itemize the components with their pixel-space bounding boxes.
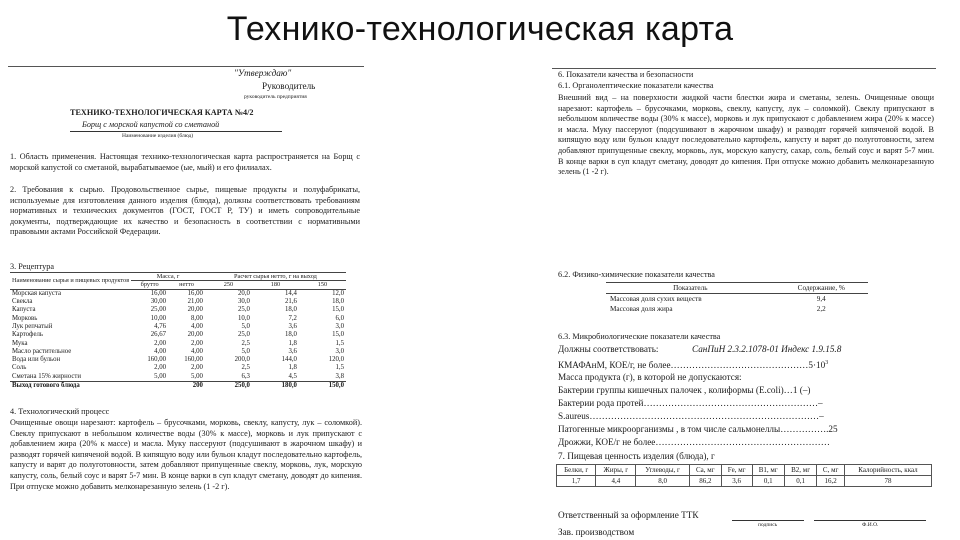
physchem-indicator-cell: Массовая доля сухих веществ bbox=[610, 295, 702, 303]
recipe-value-cell: 15,0 bbox=[332, 331, 344, 339]
coliforms-line: Бактерии группы кишечных палочек , колиформы (Е.coli)…1 (–) bbox=[558, 385, 811, 395]
recipe-value-cell: 25,00 bbox=[150, 306, 167, 314]
physchem-table bbox=[606, 282, 868, 314]
recipe-value-cell: 4,5 bbox=[288, 372, 297, 380]
recipe-value-cell: 18,0 bbox=[285, 306, 297, 314]
recipe-value-cell: 18,0 bbox=[332, 298, 344, 306]
dish-name: Борщ с морской капустой со сметаной bbox=[82, 120, 220, 129]
nutrition-header-cell: Углеводы, г bbox=[636, 465, 690, 476]
recipe-value-cell: 180,0 bbox=[281, 382, 297, 390]
sign-caption: подпись bbox=[758, 522, 778, 528]
recipe-value-cell: 3,6 bbox=[288, 347, 297, 355]
recipe-header-netto: нетто bbox=[168, 281, 205, 289]
recipe-value-cell: 5,0 bbox=[241, 347, 250, 355]
yeast-line: Дрожжи, КОЕ/г не более………………………………………………… bbox=[558, 437, 830, 447]
physchem-header-row bbox=[606, 283, 868, 294]
recipe-table bbox=[10, 272, 346, 390]
manager-label: Зав. производством bbox=[558, 527, 635, 537]
recipe-row bbox=[10, 373, 346, 382]
recipe-value-cell: 30,00 bbox=[150, 298, 167, 306]
nutrition-value-cell: 8,0 bbox=[636, 476, 690, 487]
section-4-title: 4. Технологический процесс bbox=[10, 407, 110, 416]
recipe-value-cell: 3,0 bbox=[335, 347, 344, 355]
nutrition-header-cell: B1, мг bbox=[752, 465, 784, 476]
physchem-value-cell: 9,4 bbox=[816, 295, 826, 303]
recipe-product-cell: Масло растительное bbox=[12, 347, 72, 355]
recipe-product-cell: Мука bbox=[12, 339, 28, 347]
recipe-value-cell: 160,00 bbox=[184, 356, 203, 364]
nutrition-value-cell: 78 bbox=[844, 476, 931, 487]
physchem-header-content: Содержание, % bbox=[797, 284, 845, 292]
dish-underline bbox=[70, 131, 282, 132]
recipe-row bbox=[10, 331, 346, 339]
recipe-header-brutto: брутто bbox=[131, 281, 168, 289]
recipe-header-mass: Масса, г bbox=[131, 273, 205, 281]
recipe-value-cell: 20,00 bbox=[187, 331, 203, 339]
physchem-row bbox=[606, 294, 868, 305]
recipe-row bbox=[10, 348, 346, 356]
proteus-line: Бактерии рода протей…………………………………………………– bbox=[558, 398, 823, 408]
recipe-value-cell: 12,0 bbox=[332, 289, 344, 297]
nutrition-header-cell: Белки, г bbox=[557, 465, 596, 476]
recipe-product-cell: Лук репчатый bbox=[12, 323, 53, 330]
recipe-value-cell: 200 bbox=[192, 382, 203, 390]
physchem-value-cell: 2,2 bbox=[816, 305, 826, 313]
responsible-sign-line bbox=[732, 520, 804, 521]
section-7-title: 7. Пищевая ценность изделия (блюда), г bbox=[558, 451, 715, 461]
recipe-value-cell: 25,0 bbox=[238, 306, 250, 314]
recipe-product-cell: Морская капуста bbox=[12, 289, 61, 297]
physchem-row bbox=[606, 304, 868, 314]
recipe-value-cell: 1,5 bbox=[335, 339, 344, 347]
right-document-sheet bbox=[552, 64, 938, 540]
recipe-value-cell: 200,0 bbox=[234, 356, 250, 364]
recipe-header-output-3: 150 bbox=[299, 281, 346, 289]
recipe-value-cell: 3,8 bbox=[335, 372, 344, 380]
section-6-title: 6. Показатели качества и безопасности bbox=[558, 70, 694, 79]
nutrition-value-cell: 0,1 bbox=[752, 476, 784, 487]
recipe-value-cell: 6,0 bbox=[335, 314, 344, 322]
recipe-value-cell: 5,00 bbox=[191, 372, 203, 380]
nutrition-header-cell: Жиры, г bbox=[596, 465, 636, 476]
section-2-text: 2. Требования к сырью. Продовольственное сырье, пищевые продукты и полуфабрикаты, используемые для изготовления данного изделия (блюда), должны соответствовать требованиям нормативных и технических документов (ГОСТ, ГОСТ Р, ТУ) и иметь сопроводительные документы, подтверждающие их качество и безопасность в соответствии с нормативными правовыми актами Российской Федерации. bbox=[10, 185, 360, 237]
doc-title: ТЕХНИКО-ТЕХНОЛОГИЧЕСКАЯ КАРТА №4/2 bbox=[70, 108, 254, 117]
fio-caption: Ф.И.О. bbox=[862, 522, 879, 528]
recipe-value-cell: 16,00 bbox=[187, 289, 203, 297]
recipe-value-cell: 20,00 bbox=[187, 306, 203, 314]
recipe-value-cell: 2,5 bbox=[241, 339, 250, 347]
recipe-product-cell: Свекла bbox=[12, 298, 33, 306]
recipe-product-cell: Картофель bbox=[12, 331, 43, 339]
left-document-sheet bbox=[8, 64, 364, 536]
page-title: Технико-технологическая карта bbox=[226, 10, 734, 48]
nutrition-header-row bbox=[557, 465, 932, 476]
responsible-label: Ответственный за оформление ТТК bbox=[558, 510, 699, 520]
recipe-value-cell: 2,00 bbox=[154, 364, 167, 372]
recipe-row bbox=[10, 382, 346, 391]
recipe-value-cell: 16,00 bbox=[150, 289, 167, 297]
recipe-row bbox=[10, 323, 346, 331]
recipe-product-cell: Вода или бульон bbox=[12, 356, 61, 364]
recipe-value-cell: 21,00 bbox=[187, 298, 203, 306]
recipe-header-row bbox=[10, 273, 346, 281]
recipe-value-cell: 2,00 bbox=[191, 339, 203, 347]
physchem-indicator-cell: Массовая доля жира bbox=[610, 305, 673, 313]
recipe-header-product: Наименование сырья и пищевых продуктов bbox=[10, 273, 131, 290]
recipe-row bbox=[10, 289, 346, 298]
responsible-fio-line bbox=[814, 520, 926, 521]
recipe-row bbox=[10, 315, 346, 323]
recipe-value-cell: 3,0 bbox=[335, 323, 344, 330]
section-6-1-title: 6.1. Органолептические показатели качества bbox=[558, 81, 714, 90]
recipe-value-cell: 2,00 bbox=[191, 364, 203, 372]
recipe-value-cell: 4,00 bbox=[191, 323, 203, 330]
recipe-product-cell: Морковь bbox=[12, 314, 38, 322]
recipe-row bbox=[10, 340, 346, 348]
section-6-2-title: 6.2. Физико-химические показатели качества bbox=[558, 270, 715, 279]
recipe-value-cell bbox=[131, 382, 168, 391]
pathogens-line: Патогенные микроорганизмы , в том числе сальмонеллы…………….25 bbox=[558, 424, 838, 434]
recipe-value-cell: 7,2 bbox=[288, 314, 297, 322]
nutrition-table bbox=[556, 464, 932, 487]
recipe-header-calc: Расчет сырья нетто, г на выход bbox=[205, 273, 346, 281]
recipe-product-cell: Выход готового блюда bbox=[12, 382, 80, 390]
head-label: Руководитель bbox=[262, 81, 316, 91]
recipe-row bbox=[10, 298, 346, 306]
comply-label: Должны соответствовать: bbox=[558, 344, 659, 354]
section-3-title: 3. Рецептура bbox=[10, 262, 54, 271]
recipe-value-cell: 1,5 bbox=[335, 364, 344, 372]
recipe-value-cell: 4,00 bbox=[154, 347, 167, 355]
aureus-line: S.aureus…………………………………………………………………– bbox=[558, 411, 824, 421]
recipe-value-cell: 18,0 bbox=[285, 331, 297, 339]
nutrition-header-cell: B2, мг bbox=[784, 465, 816, 476]
kmafanm-line bbox=[558, 358, 828, 371]
comply-value: СанПиН 2.3.2.1078-01 Индекс 1.9.15.8 bbox=[692, 344, 842, 354]
recipe-value-cell: 10,0 bbox=[238, 314, 250, 322]
recipe-product-cell: Соль bbox=[12, 364, 27, 372]
recipe-value-cell: 8,00 bbox=[191, 314, 203, 322]
recipe-product-cell: Капуста bbox=[12, 306, 36, 314]
recipe-value-cell: 150,0 bbox=[328, 382, 344, 390]
recipe-value-cell: 26,67 bbox=[150, 331, 167, 339]
recipe-value-cell: 25,0 bbox=[238, 331, 250, 339]
nutrition-header-cell: Калорийность, ккал bbox=[844, 465, 931, 476]
nutrition-values-row bbox=[557, 476, 932, 487]
nutrition-header-cell: Fe, мг bbox=[721, 465, 752, 476]
enterprise-caption: руководитель предприятия bbox=[244, 94, 307, 100]
nutrition-value-cell: 1,7 bbox=[557, 476, 596, 487]
nutrition-header-cell: С, мг bbox=[817, 465, 845, 476]
recipe-value-cell: 14,4 bbox=[285, 289, 297, 297]
recipe-value-cell: 30,0 bbox=[238, 298, 250, 306]
recipe-value-cell: 1,8 bbox=[288, 339, 297, 347]
recipe-value-cell: 4,00 bbox=[191, 347, 203, 355]
recipe-value-cell: 15,0 bbox=[332, 306, 344, 314]
section-1-text: 1. Область применения. Настоящая технико-технологическая карта распространяется на Борщ с морской капустой со сметаной, вырабатываемое (ые, мый) и его филиалах. bbox=[10, 152, 360, 172]
recipe-value-cell: 20,0 bbox=[238, 289, 250, 297]
nutrition-value-cell: 86,2 bbox=[689, 476, 721, 487]
organoleptic-text: Внешний вид – на поверхности жидкой части блестки жира и сметаны, зелень. Очищенные овощи нарезают: картофель – брусочками, морковь, свеклу, капусту, лук – соломкой). Свеклу припускают в небольшом количестве воды (30% к массе), морковь и лук припускают с добавлением жира (20% к массе) и масла. Муку пассеруют (подсушивают в жарочном шкафу) и разводят горячей кипяченой водой. В кипящую воду или бульон кладут последовательно картофель, капусту и варят до полуготовности, затем добавляют припущенные свеклу, морковь, лук, морскую капусту, сахар, соль, белый соус и варят 5-7 мин. В конце варки в суп кладут сметану, доводят до кипения. При отпуске можно добавить мелконарезанную зелень (1 -2 г). bbox=[558, 93, 934, 177]
recipe-row bbox=[10, 364, 346, 372]
dish-caption: Наименование изделия (блюд) bbox=[122, 133, 194, 139]
kmafanm-exponent: 3 bbox=[825, 360, 829, 366]
nutrition-value-cell: 4,4 bbox=[596, 476, 636, 487]
recipe-value-cell: 3,6 bbox=[288, 323, 297, 330]
recipe-value-cell: 2,00 bbox=[154, 339, 167, 347]
section-4-text: Очищенные овощи нарезают: картофель – брусочками, морковь, свеклу, капусту, лук – соломкой). Свеклу припускают в небольшом количестве воды (30% к массе), морковь и лук припускают с добавлением жира (20% к массе) и масла. Муку пассеруют (подсушивают в жарочном шкафу) и разводят горячей кипяченой водой. В кипящую воду или бульон кладут последовательно картофель, капусту и варят до полуготовности, затем добавляют припущенные свеклу, морковь, лук, морскую капусту, соль, белый соус и варят 5-7 мин. В конце варки в суп кладут сметану, доводят до кипения. При отпуске можно добавить мелконарезанную зелень (1 -2 г). bbox=[10, 418, 362, 491]
recipe-row bbox=[10, 356, 346, 364]
recipe-value-cell: 5,00 bbox=[154, 372, 167, 380]
recipe-row bbox=[10, 306, 346, 314]
kmafanm-text: КМАФАнМ, КОЕ/г, не более………………………………………5·10 bbox=[558, 360, 826, 371]
recipe-value-cell: 10,00 bbox=[150, 314, 167, 322]
recipe-value-cell: 4,76 bbox=[154, 323, 167, 330]
recipe-value-cell: 250,0 bbox=[234, 382, 250, 390]
recipe-value-cell: 21,6 bbox=[285, 298, 297, 306]
nutrition-value-cell: 0,1 bbox=[784, 476, 816, 487]
approved-label: "Утверждаю" bbox=[234, 68, 292, 78]
recipe-value-cell: 2,5 bbox=[241, 364, 250, 372]
recipe-value-cell: 120,0 bbox=[328, 356, 344, 364]
recipe-value-cell: 160,00 bbox=[147, 356, 167, 364]
nutrition-value-cell: 16,2 bbox=[817, 476, 845, 487]
section-6-3-title: 6.3. Микробиологические показатели качества bbox=[558, 332, 721, 341]
recipe-value-cell: 1,8 bbox=[288, 364, 297, 372]
nutrition-header-cell: Са, мг bbox=[689, 465, 721, 476]
recipe-value-cell: 6,3 bbox=[241, 372, 250, 380]
recipe-header-output-1: 250 bbox=[205, 281, 252, 289]
nutrition-value-cell: 3,6 bbox=[721, 476, 752, 487]
recipe-header-output-2: 180 bbox=[252, 281, 299, 289]
recipe-product-cell: Сметана 15% жирности bbox=[12, 372, 81, 380]
recipe-value-cell: 144,0 bbox=[281, 356, 297, 364]
physchem-header-indicator: Показатель bbox=[673, 284, 708, 292]
recipe-value-cell: 5,0 bbox=[241, 323, 250, 330]
mass-label: Масса продукта (г), в которой не допускаются: bbox=[558, 372, 742, 382]
